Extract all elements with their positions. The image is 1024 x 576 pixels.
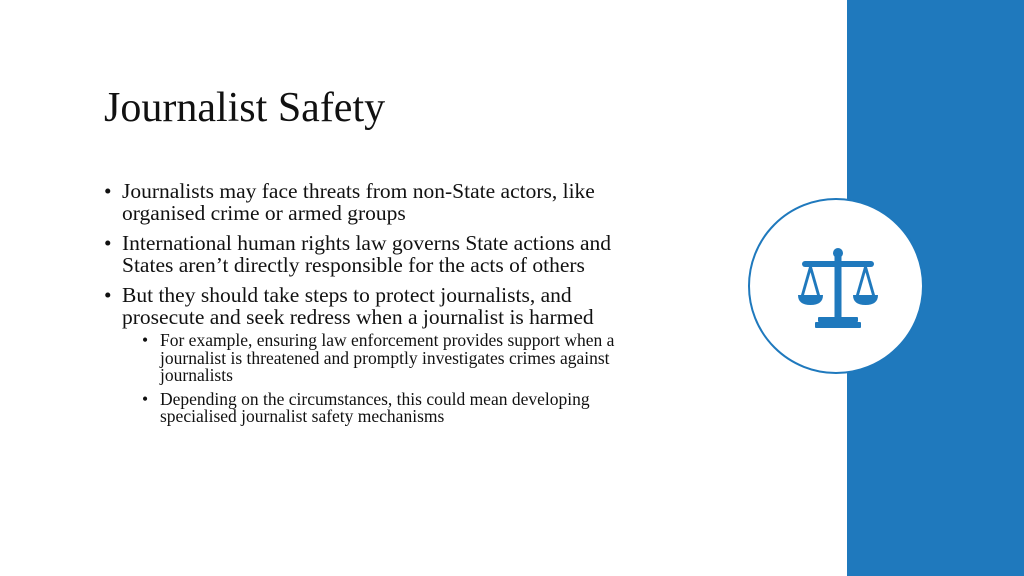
bullet-text: International human rights law governs State actions and States aren’t directly responsible for the acts of others bbox=[122, 231, 611, 277]
icon-badge bbox=[748, 198, 924, 374]
bullet-text: Journalists may face threats from non-State actors, like organised crime or armed groups bbox=[122, 179, 595, 225]
bullet-item bbox=[104, 180, 644, 224]
bullet-item bbox=[104, 284, 644, 426]
bullet-list bbox=[104, 180, 644, 434]
sub-bullet-text: For example, ensuring law enforcement provides support when a journalist is threatened and promptly investigates crimes against journalists bbox=[160, 330, 615, 385]
slide-title: Journalist Safety bbox=[104, 85, 386, 131]
scales-of-justice-icon bbox=[798, 247, 878, 329]
bullet-text: But they should take steps to protect journalists, and prosecute and seek redress when a journalist is harmed bbox=[122, 283, 594, 329]
sub-bullet-text: Depending on the circumstances, this could mean developing specialised journalist safety mechanisms bbox=[160, 388, 590, 426]
sub-bullet-item bbox=[142, 332, 644, 385]
sub-bullet-list bbox=[122, 332, 644, 426]
sub-bullet-item bbox=[142, 388, 644, 426]
bullet-item bbox=[104, 232, 644, 276]
